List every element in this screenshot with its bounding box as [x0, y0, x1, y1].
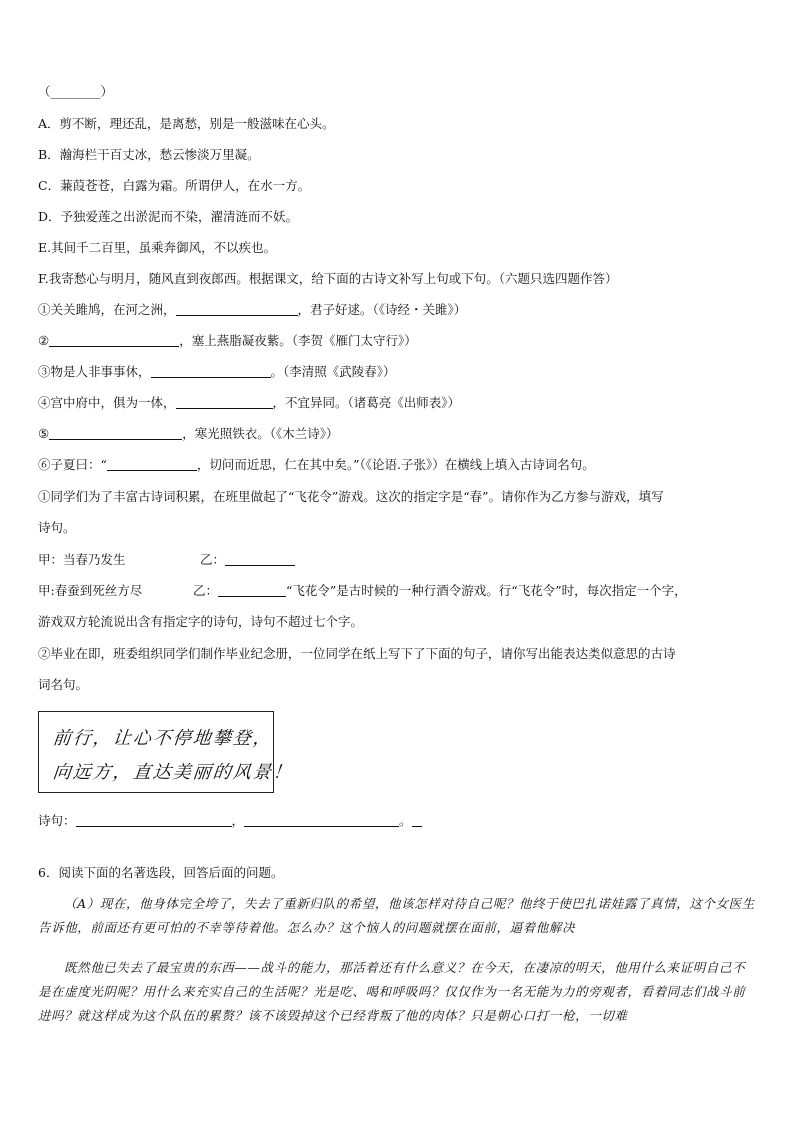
fill-item-6 [38, 456, 595, 474]
fill-item-1 [38, 301, 466, 319]
fill-blank-5[interactable] [49, 426, 182, 440]
poem-end: 。 [399, 813, 412, 828]
yi-1: 乙： [200, 552, 226, 567]
yi-blank-2[interactable] [218, 583, 286, 597]
yi-2: 乙： [193, 583, 219, 598]
fill-blank-2[interactable] [49, 333, 179, 347]
fill-item-5-post: ，寒光照铁衣。（《木兰诗》） [182, 426, 339, 441]
fill-item-5-pre: ⑤ [38, 426, 50, 441]
poem-blank-2[interactable] [244, 813, 399, 827]
q6-paragraph-2 [38, 956, 758, 1028]
q6-paragraph-2-text: 既然他已失去了最宝贵的东西——战斗的能力，那活着还有什么意义？在今天，在凄凉的明天，他用什么来证明自己不是在虚度光阴呢？用什么来充实自己的生活呢？光是吃、喝和呼吸吗？仅仅作为一名无能为力的旁观者，看着同志们战斗前进吗？就这样成为这个队伍的累赘？该不该毁掉这个已经背叛了他的肉体？只是朝心口打一枪，一切难 [38, 960, 746, 1023]
jia-1: 甲：当春乃发生 [38, 552, 126, 567]
q2-line2: 词名句。 [38, 677, 89, 692]
fill-item-3-pre: ③物是人非事事休， [38, 364, 151, 379]
poem-comma: ， [231, 813, 245, 828]
option-c: C．蒹葭苍苍，白露为霜。所谓伊人，在水一方。 [38, 178, 311, 193]
fill-blank-6[interactable] [107, 457, 197, 471]
fill-item-6-pre: ⑥子夏曰：“ [38, 457, 107, 472]
fill-item-2-pre: ② [38, 333, 50, 348]
yi-line-1 [200, 551, 295, 569]
fill-item-3-post: 。（李清照《武陵春》） [270, 364, 396, 379]
q6-paragraph-1-text: （A）现在，他身体完全垮了，失去了重新归队的希望，他该怎样对待自己呢？他终于使巴扎诺娃露了真情，这个女医生告诉他，前面还有更可怕的不幸等待着他。怎么办？这个恼人的问题就摆在面前，逼着他解决 [38, 896, 755, 935]
fill-item-4 [38, 394, 460, 412]
answer-paren: （________） [38, 84, 114, 99]
yi-line-2 [193, 582, 687, 600]
poem-blank-1[interactable] [76, 813, 232, 827]
option-b: B．瀚海栏干百丈冰，愁云惨淡万里凝。 [38, 147, 260, 162]
q1-line2: 诗句。 [38, 520, 76, 535]
fill-item-1-post: ，君子好逑。（《诗经・关雎》） [297, 302, 467, 317]
option-a: A．剪不断，理还乱，是离愁，别是一般滋味在心头。 [38, 116, 335, 131]
jia-line-1 [38, 551, 126, 569]
fill-blank-4[interactable] [176, 395, 273, 409]
handwriting-line-2: 向远方，直达美丽的风景！ [51, 762, 294, 783]
jia-2: 甲:春蚕到死丝方尽 [38, 583, 143, 598]
fill-item-3 [38, 363, 396, 381]
option-f: F.我寄愁心与明月，随风直到夜郎西。根据课文，给下面的古诗文补写上句或下句。（六题只选四题作答） [38, 271, 618, 286]
q2-line1: ②毕业在即，班委组织同学们制作毕业纪念册，一位同学在纸上写下了下面的句子，请你写出能表达类似意思的古诗 [38, 646, 676, 661]
q1-line1: ①同学们为了丰富古诗词积累，在班里做起了“飞花令”游戏。这次的指定字是“春”。请你作为乙方参与游戏，填写 [38, 489, 664, 504]
fill-blank-1[interactable] [176, 302, 298, 316]
yi-blank-1[interactable] [225, 552, 295, 566]
fill-item-2 [38, 332, 417, 350]
fhl-note: “飞花令”是古时候的一种行酒令游戏。行“飞花令”时，每次指定一个字， [286, 583, 687, 598]
fhl-note-2: 游戏双方轮流说出含有指定字的诗句，诗句不超过七个字。 [38, 614, 364, 629]
poem-label: 诗句： [38, 813, 76, 828]
q6-title: 6．阅读下面的名著选段，回答后面的问题。 [38, 865, 284, 880]
fill-item-4-pre: ④宫中府中，俱为一体， [38, 395, 176, 410]
jia-line-2 [38, 582, 142, 600]
handwriting-image [38, 711, 294, 793]
q6-paragraph-1 [38, 892, 758, 940]
fill-item-1-pre: ①关关雎鸠，在河之洲， [38, 302, 176, 317]
fill-item-6-post: ，切问而近思，仁在其中矣。”（《论语.子张》）在横线上填入古诗词名句。 [196, 457, 595, 472]
fill-item-4-post: ，不宜异同。（诸葛亮《出师表》） [272, 395, 461, 410]
fill-item-5 [38, 425, 338, 443]
poem-answer-line [38, 812, 422, 830]
option-e: E.其间千二百里，虽乘奔御风，不以疾也。 [38, 240, 277, 255]
handwriting-line-1: 前行，让心不停地攀登， [51, 728, 274, 749]
fill-item-2-post: ，塞上燕脂凝夜紫。（李贺《雁门太守行》） [179, 333, 417, 348]
fill-blank-3[interactable] [151, 364, 271, 378]
option-d: D．予独爱莲之出淤泥而不染，濯清涟而不妖。 [38, 209, 299, 224]
poem-blank-tail [412, 813, 422, 827]
